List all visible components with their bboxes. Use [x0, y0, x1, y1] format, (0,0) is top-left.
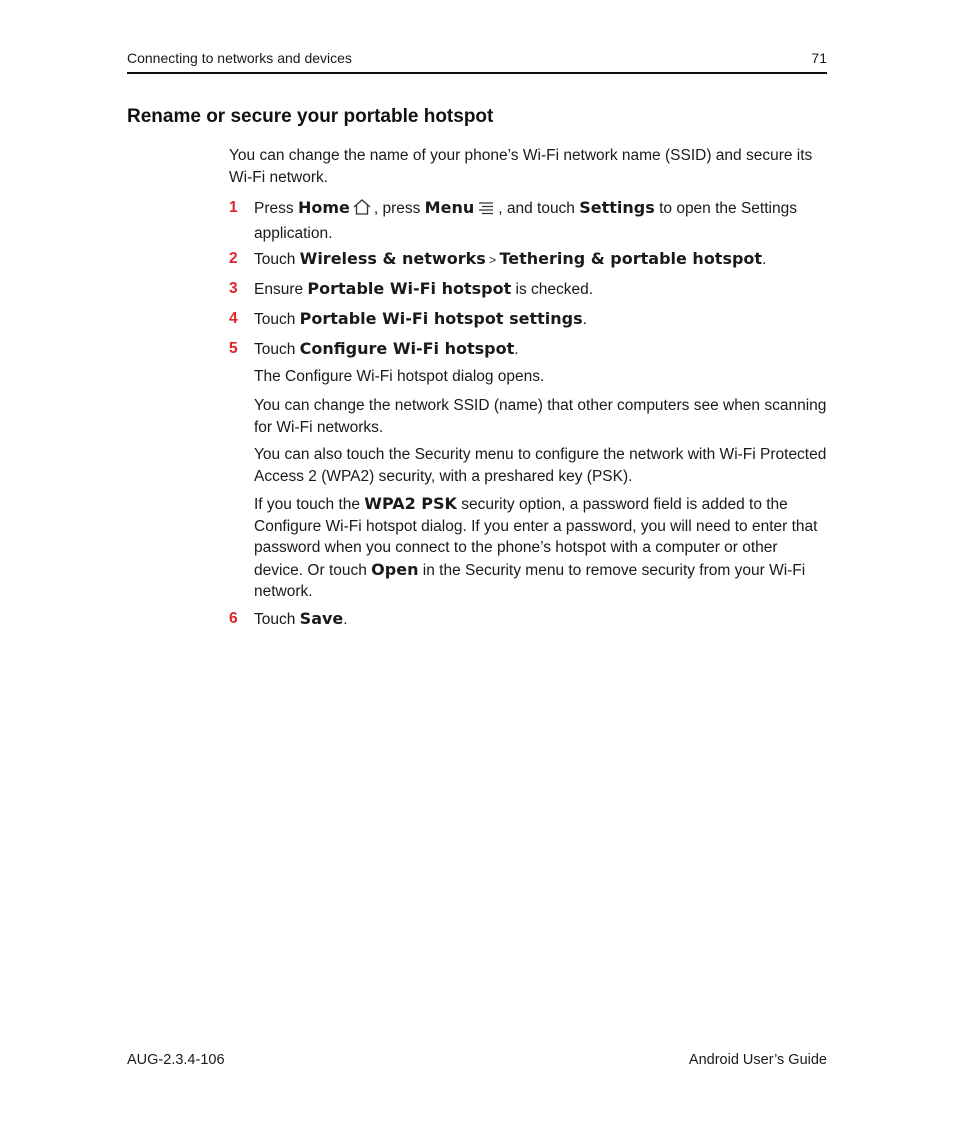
text-run: , press — [373, 200, 425, 217]
step-number: 4 — [229, 310, 238, 327]
home-icon — [352, 198, 372, 223]
text-run: Touch — [254, 341, 300, 358]
text-run: . — [582, 311, 587, 328]
ui-term-settings: Settings — [579, 198, 655, 217]
text-run: Ensure — [254, 281, 308, 298]
step-number: 3 — [229, 280, 238, 297]
ui-term-hotspot: Portable Wi-Fi hotspot — [307, 279, 512, 298]
footer-doc-id: AUG-2.3.4-106 — [127, 1052, 225, 1068]
text-run: Touch — [254, 611, 300, 628]
ui-term-wpa2: WPA2 PSK — [364, 494, 457, 513]
ui-term-save: Save — [299, 609, 344, 628]
ui-term-menu: Menu — [424, 198, 475, 217]
intro-paragraph: You can change the name of your phone’s Wi-Fi network name (SSID) and secure its Wi-Fi network. — [229, 147, 813, 186]
step-text — [254, 308, 827, 331]
step5-para-4 — [254, 493, 827, 603]
text-run: If you touch the — [254, 496, 365, 513]
step-number: 1 — [229, 199, 238, 216]
text-run: Press — [254, 200, 298, 217]
step-text — [254, 197, 827, 244]
ui-term-tethering: Tethering & portable hotspot — [499, 249, 763, 268]
text-run: . — [762, 251, 767, 268]
section-title: Rename or secure your portable hotspot — [127, 106, 494, 127]
chapter-title: Connecting to networks and devices — [127, 50, 352, 66]
step-number: 6 — [229, 610, 238, 627]
text-run: . — [343, 611, 348, 628]
text-run: , and touch — [498, 200, 580, 217]
path-separator: > — [485, 253, 500, 267]
text-run: to open the Settings application. — [254, 200, 797, 242]
text-run: Touch — [254, 311, 300, 328]
step-text — [254, 278, 827, 301]
ui-term-open: Open — [371, 559, 419, 579]
step5-para-1: The Configure Wi-Fi hotspot dialog opens. — [254, 368, 545, 385]
text-run: security option, a password field is added to the Configure Wi-Fi hotspot dialog. If you enter a password, you will need to enter that password when you connect to the phone’s hotspot with a computer or other device. Or touch — [254, 496, 818, 579]
step-text — [254, 248, 827, 272]
text-run: Touch — [254, 251, 300, 268]
step5-para-3: You can also touch the Security menu to configure the network with Wi-Fi Protected Access 2 (WPA2) security, with a preshared key (PSK). — [254, 446, 827, 485]
step5-para-2: You can change the network SSID (name) that other computers see when scanning for Wi-Fi networks. — [254, 397, 827, 436]
ui-term-wireless: Wireless & networks — [299, 249, 486, 268]
text-run: in the Security menu to remove security from your Wi-Fi network. — [254, 561, 806, 600]
page-number: 71 — [811, 50, 827, 66]
page-header — [127, 48, 827, 74]
text-run: is checked. — [511, 281, 594, 298]
step-number: 2 — [229, 250, 238, 267]
ui-term-configure: Configure Wi-Fi hotspot — [299, 339, 515, 358]
text-run: . — [514, 341, 519, 358]
ui-term-home: Home — [297, 198, 350, 217]
step-text — [254, 338, 827, 361]
footer-doc-title: Android User’s Guide — [688, 1052, 827, 1068]
step-number: 5 — [229, 340, 238, 357]
ui-term-hotspot-settings: Portable Wi-Fi hotspot settings — [299, 309, 583, 328]
step-text — [254, 608, 827, 631]
menu-icon — [476, 200, 496, 223]
